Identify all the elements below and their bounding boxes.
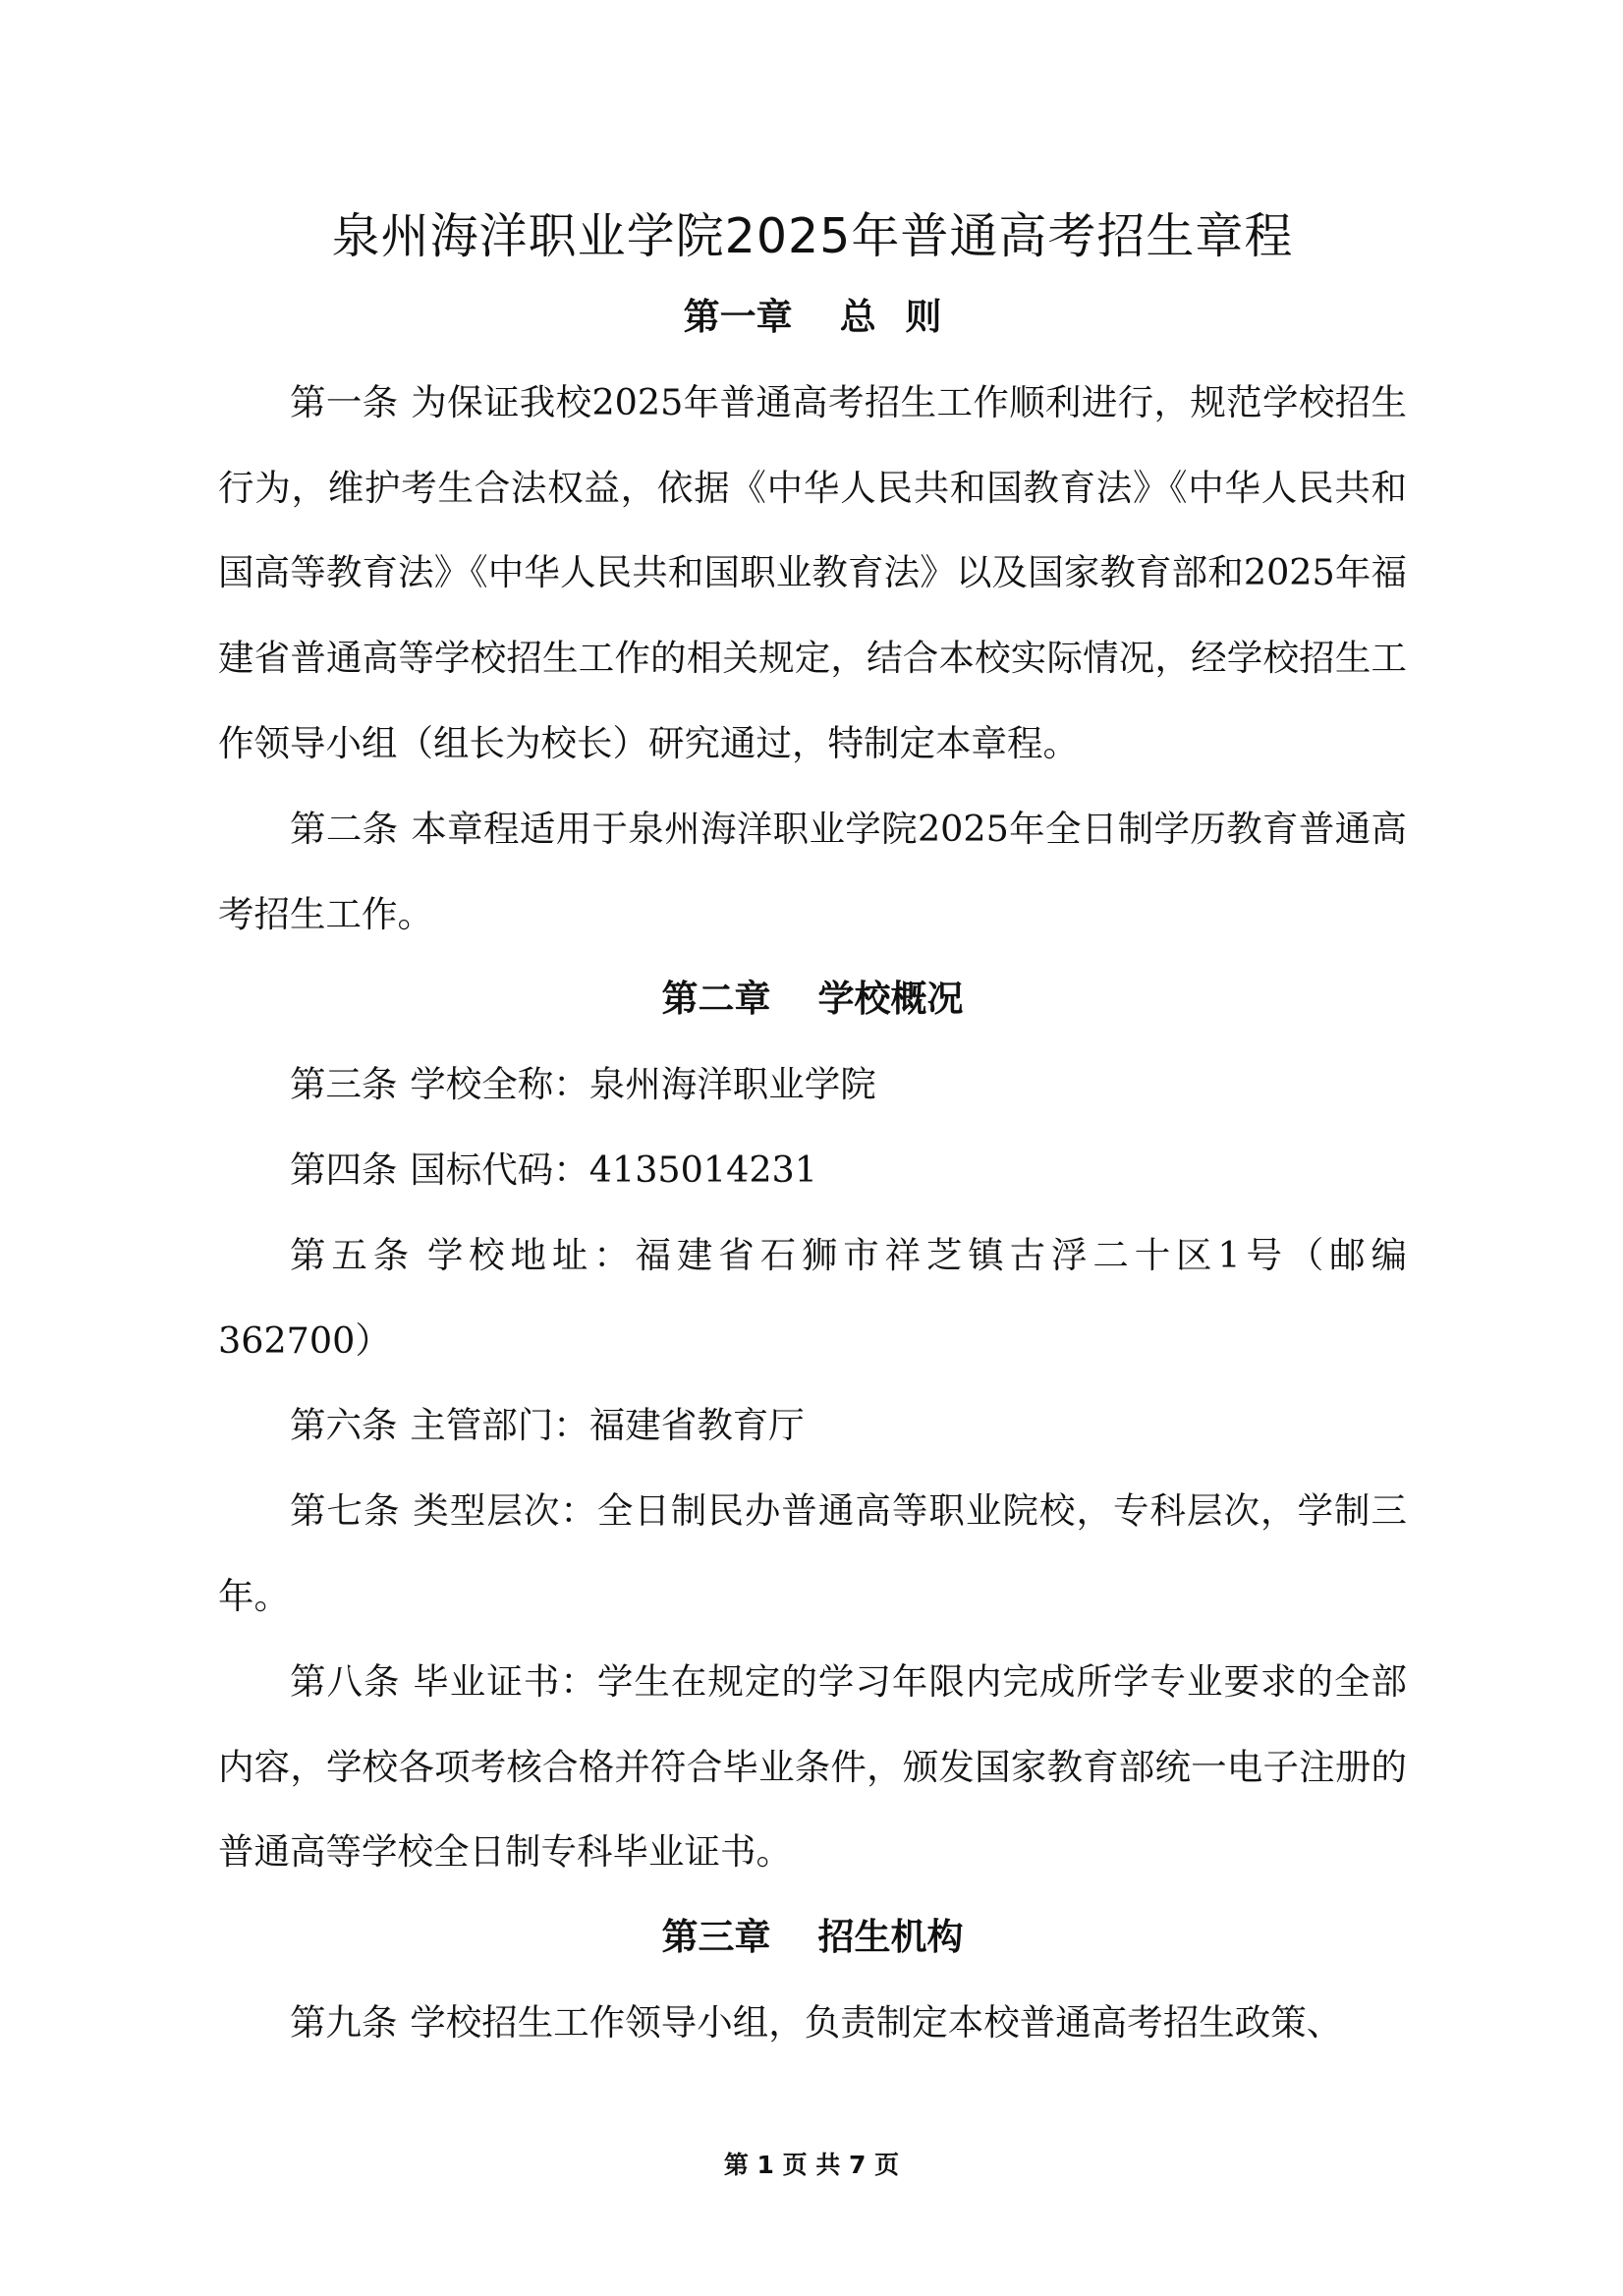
article-text: 学校全称：泉州海洋职业学院 xyxy=(410,1063,876,1106)
chapter-heading-2 xyxy=(218,957,1407,1042)
article-text: 学校地址：福建省石狮市祥芝镇古浮二十区1号（邮编362700） xyxy=(218,1233,1407,1362)
article-label: 第六条 xyxy=(290,1404,398,1447)
article-label: 第二条 xyxy=(290,807,399,850)
article-5 xyxy=(218,1213,1407,1384)
article-label: 第九条 xyxy=(290,2000,398,2044)
chapter-name: 学校概况 xyxy=(817,978,964,1021)
article-text: 国标代码：4135014231 xyxy=(410,1148,817,1191)
article-7 xyxy=(218,1469,1407,1640)
article-1 xyxy=(218,361,1407,787)
article-3 xyxy=(218,1042,1407,1128)
article-text: 毕业证书：学生在规定的学习年限内完成所学专业要求的全部内容，学校各项考核合格并符合毕业条件，颁发国家教育部统一电子注册的普通高等学校全日制专科毕业证书。 xyxy=(218,1659,1408,1874)
article-label: 第三条 xyxy=(290,1063,398,1106)
chapter-heading-1 xyxy=(218,275,1407,361)
chapter-name-part: 总 xyxy=(839,296,876,338)
article-4 xyxy=(218,1128,1407,1213)
chapter-name-part: 则 xyxy=(905,296,942,338)
chapter-number: 第三章 xyxy=(661,1916,771,1959)
chapter-number: 第二章 xyxy=(661,978,771,1021)
article-text: 本章程适用于泉州海洋职业学院2025年全日制学历教育普通高考招生工作。 xyxy=(218,807,1408,935)
chapter-number: 第一章 xyxy=(683,296,793,338)
article-text: 学校招生工作领导小组，负责制定本校普通高考招生政策、 xyxy=(410,2000,1343,2044)
document-body xyxy=(218,275,1407,2066)
article-label: 第一条 xyxy=(290,380,399,423)
chapter-name: 招生机构 xyxy=(817,1916,964,1959)
article-label: 第四条 xyxy=(290,1148,398,1191)
document-title: 泉州海洋职业学院2025年普通高考招生章程 xyxy=(331,207,1294,264)
chapter-heading-3 xyxy=(218,1895,1407,1981)
article-2 xyxy=(218,787,1407,958)
article-6 xyxy=(218,1383,1407,1469)
article-8 xyxy=(218,1640,1407,1895)
article-label: 第五条 xyxy=(290,1233,416,1276)
article-label: 第八条 xyxy=(290,1659,401,1703)
article-label: 第七条 xyxy=(290,1489,401,1533)
article-text: 类型层次：全日制民办普通高等职业院校，专科层次，学制三年。 xyxy=(218,1489,1408,1617)
article-text: 主管部门：福建省教育厅 xyxy=(410,1404,805,1447)
article-text: 为保证我校2025年普通高考招生工作顺利进行，规范学校招生行为，维护考生合法权益，依据《中华人民共和国教育法》《中华人民共和国高等教育法》《中华人民共和国职业教育法》以及国家教育部和2025年福建省普通高等学校招生工作的相关规定，结合本校实际情况，经学校招生工作领导小组（组长为校长）研究通过，特制定本章程。 xyxy=(218,380,1408,764)
article-9 xyxy=(218,1981,1407,2066)
page-number-footer: 第 1 页 共 7 页 xyxy=(723,2151,900,2179)
